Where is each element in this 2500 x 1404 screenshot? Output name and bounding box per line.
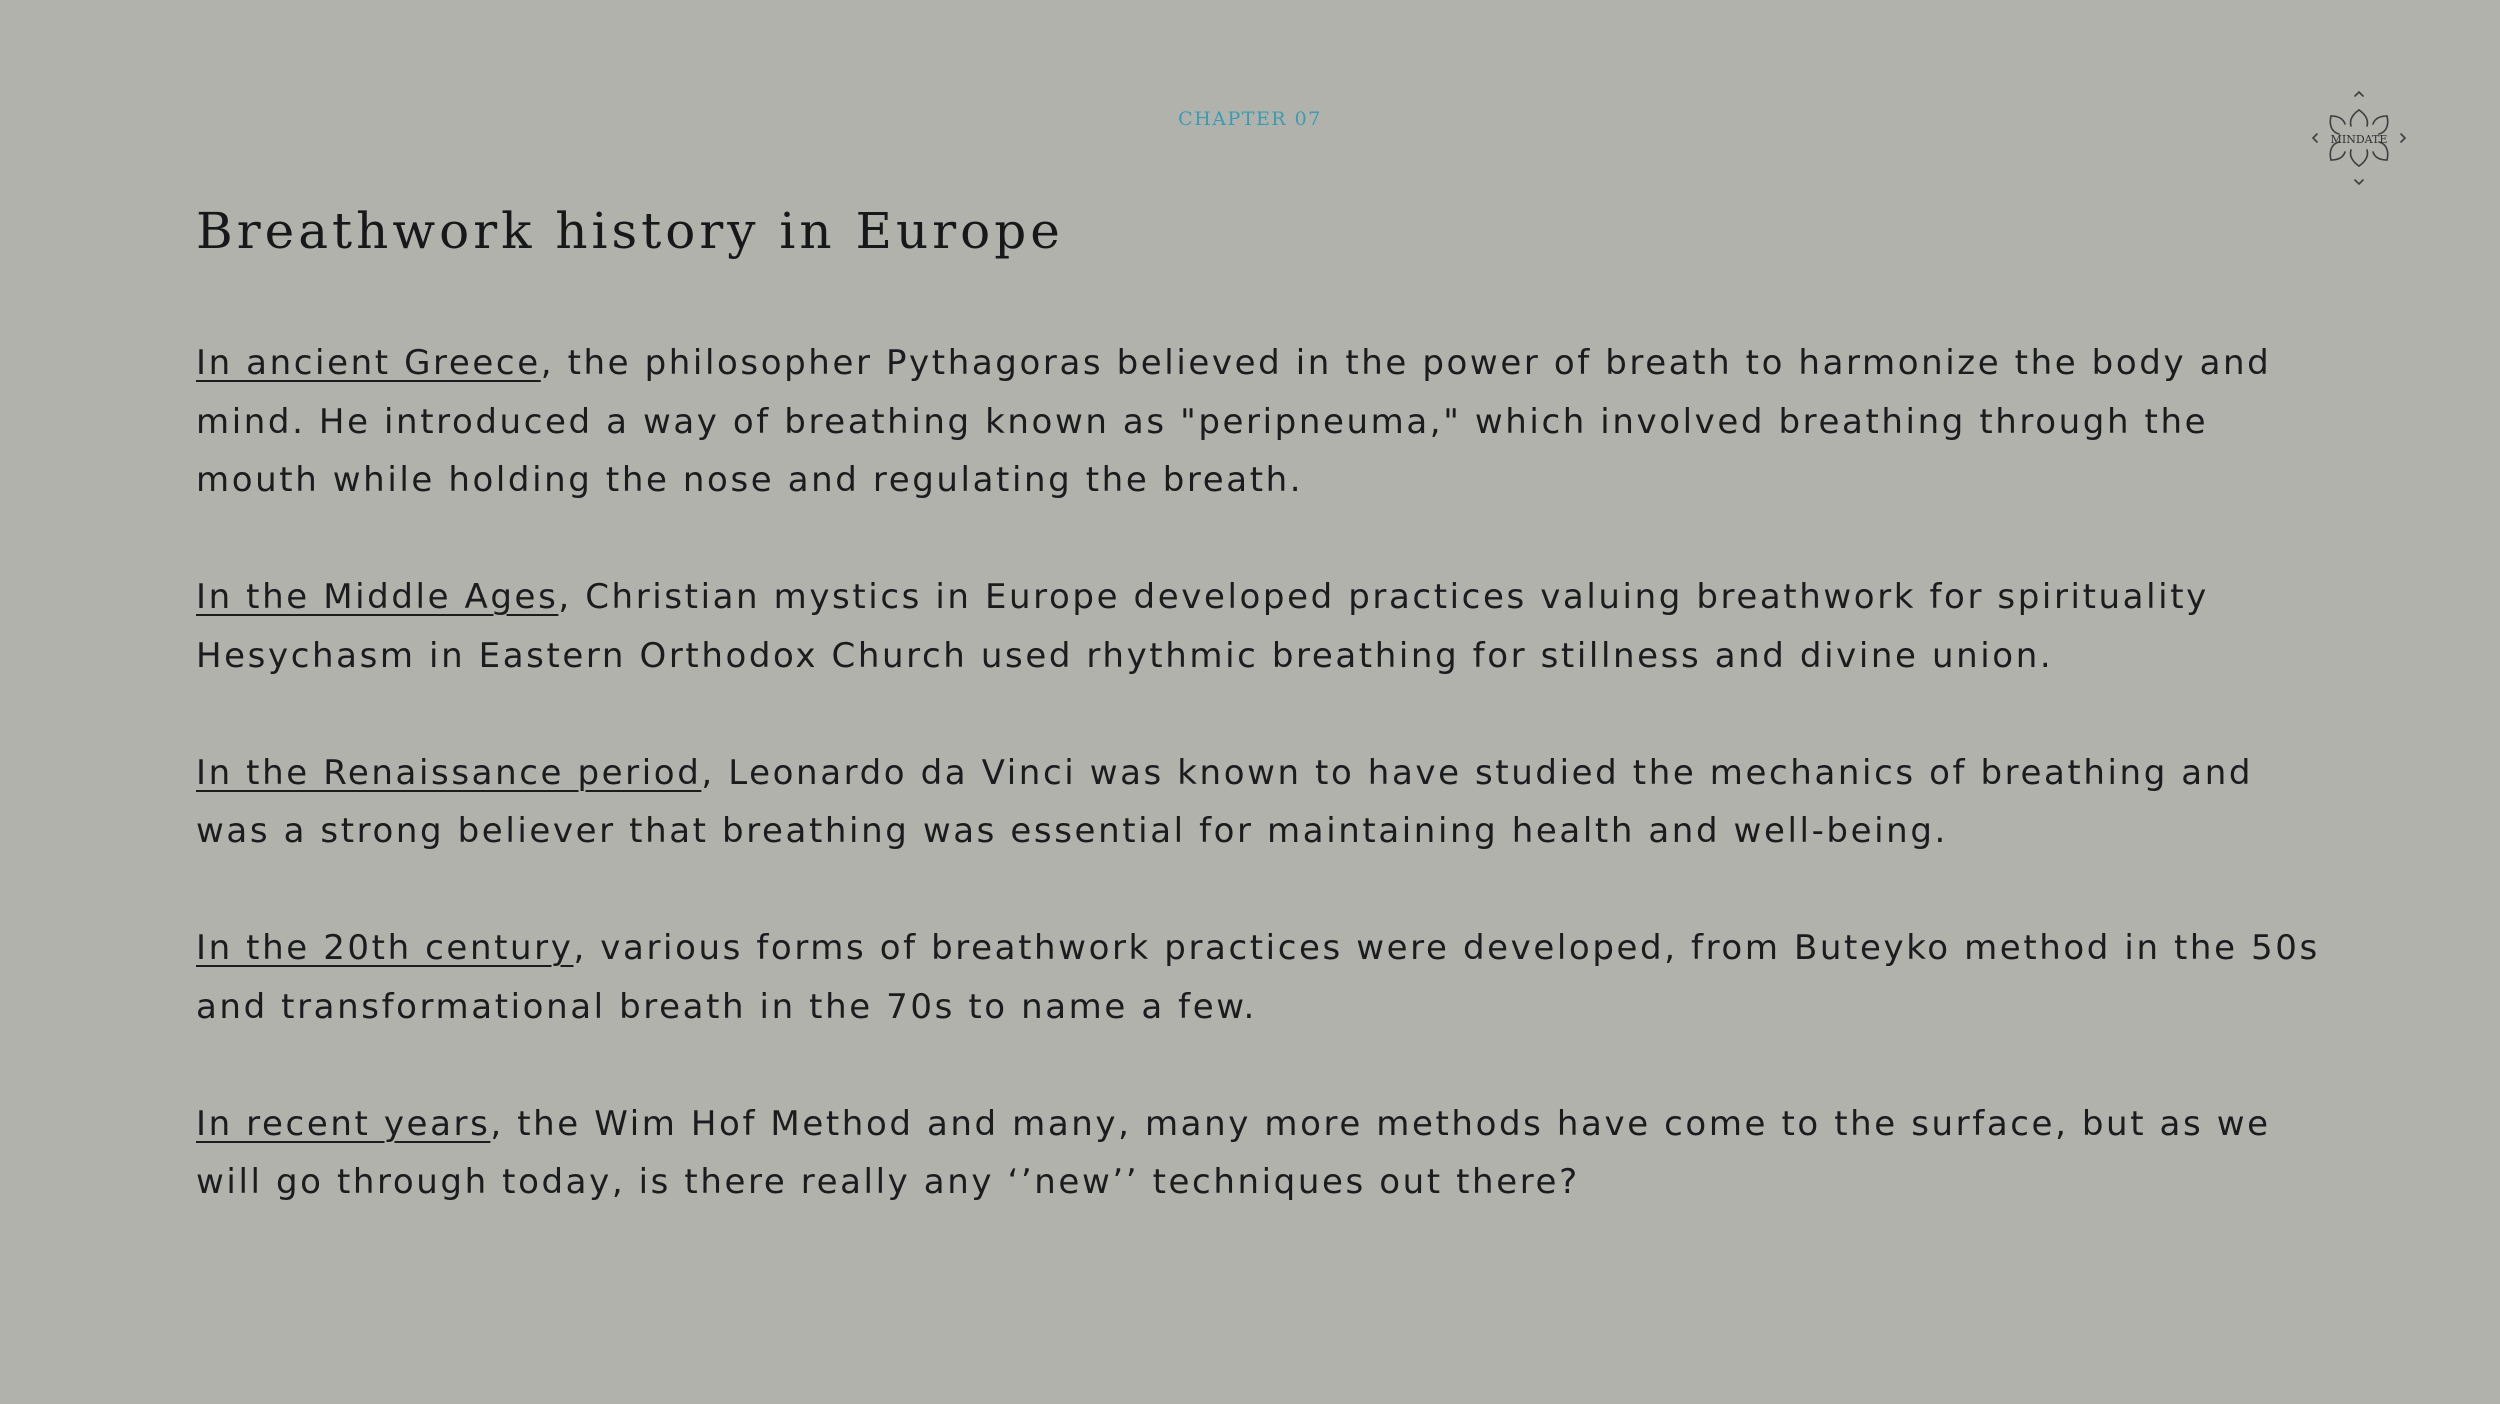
- paragraph-text: , the Wim Hof Method and many, many more methods have come to the surface, but as we will go through today, is there really any ‘’new’’ techniques out there?: [196, 1103, 2271, 1202]
- paragraph-recent-years: [196, 1095, 2336, 1212]
- lotus-logo-icon: [2309, 88, 2409, 188]
- paragraph-middle-ages: [196, 568, 2336, 685]
- lead-link[interactable]: In the 20th century: [196, 928, 574, 968]
- paragraph-renaissance: [196, 744, 2336, 861]
- mindate-logo: [2309, 88, 2409, 188]
- lead-link[interactable]: In the Middle Ages: [196, 577, 559, 617]
- logo-wordmark: MINDATE: [2330, 133, 2388, 146]
- chapter-label: CHAPTER 07: [1178, 108, 1322, 130]
- paragraph-20th-century: [196, 919, 2336, 1036]
- paragraph-text: , the philosopher Pythagoras believed in the power of breath to harmonize the body and mind. He introduced a way of breathing known as "peripneuma," which involved breathing through the mouth while holding the nose and regulating the breath.: [196, 343, 2272, 500]
- lead-link[interactable]: In recent years: [196, 1103, 491, 1144]
- paragraph-text: , various forms of breathwork practices were developed, from Buteyko method in the 50s and transformational breath in the 70s to name a few.: [196, 928, 2320, 1027]
- lead-link[interactable]: In the Renaissance period: [196, 752, 702, 793]
- paragraph-text: , Christian mystics in Europe developed practices valuing breathwork for spirituality Hesychasm in Eastern Orthodox Church used rhythmic breathing for stillness and divine union.: [196, 577, 2209, 676]
- history-body: [196, 334, 2336, 1270]
- paragraph-text: , Leonardo da Vinci was known to have studied the mechanics of breathing and was a strong believer that breathing was essential for maintaining health and well-being.: [196, 752, 2254, 851]
- paragraph-ancient-greece: [196, 334, 2336, 510]
- lead-link[interactable]: In ancient Greece: [196, 343, 541, 383]
- page-title: Breathwork history in Europe: [196, 202, 1064, 260]
